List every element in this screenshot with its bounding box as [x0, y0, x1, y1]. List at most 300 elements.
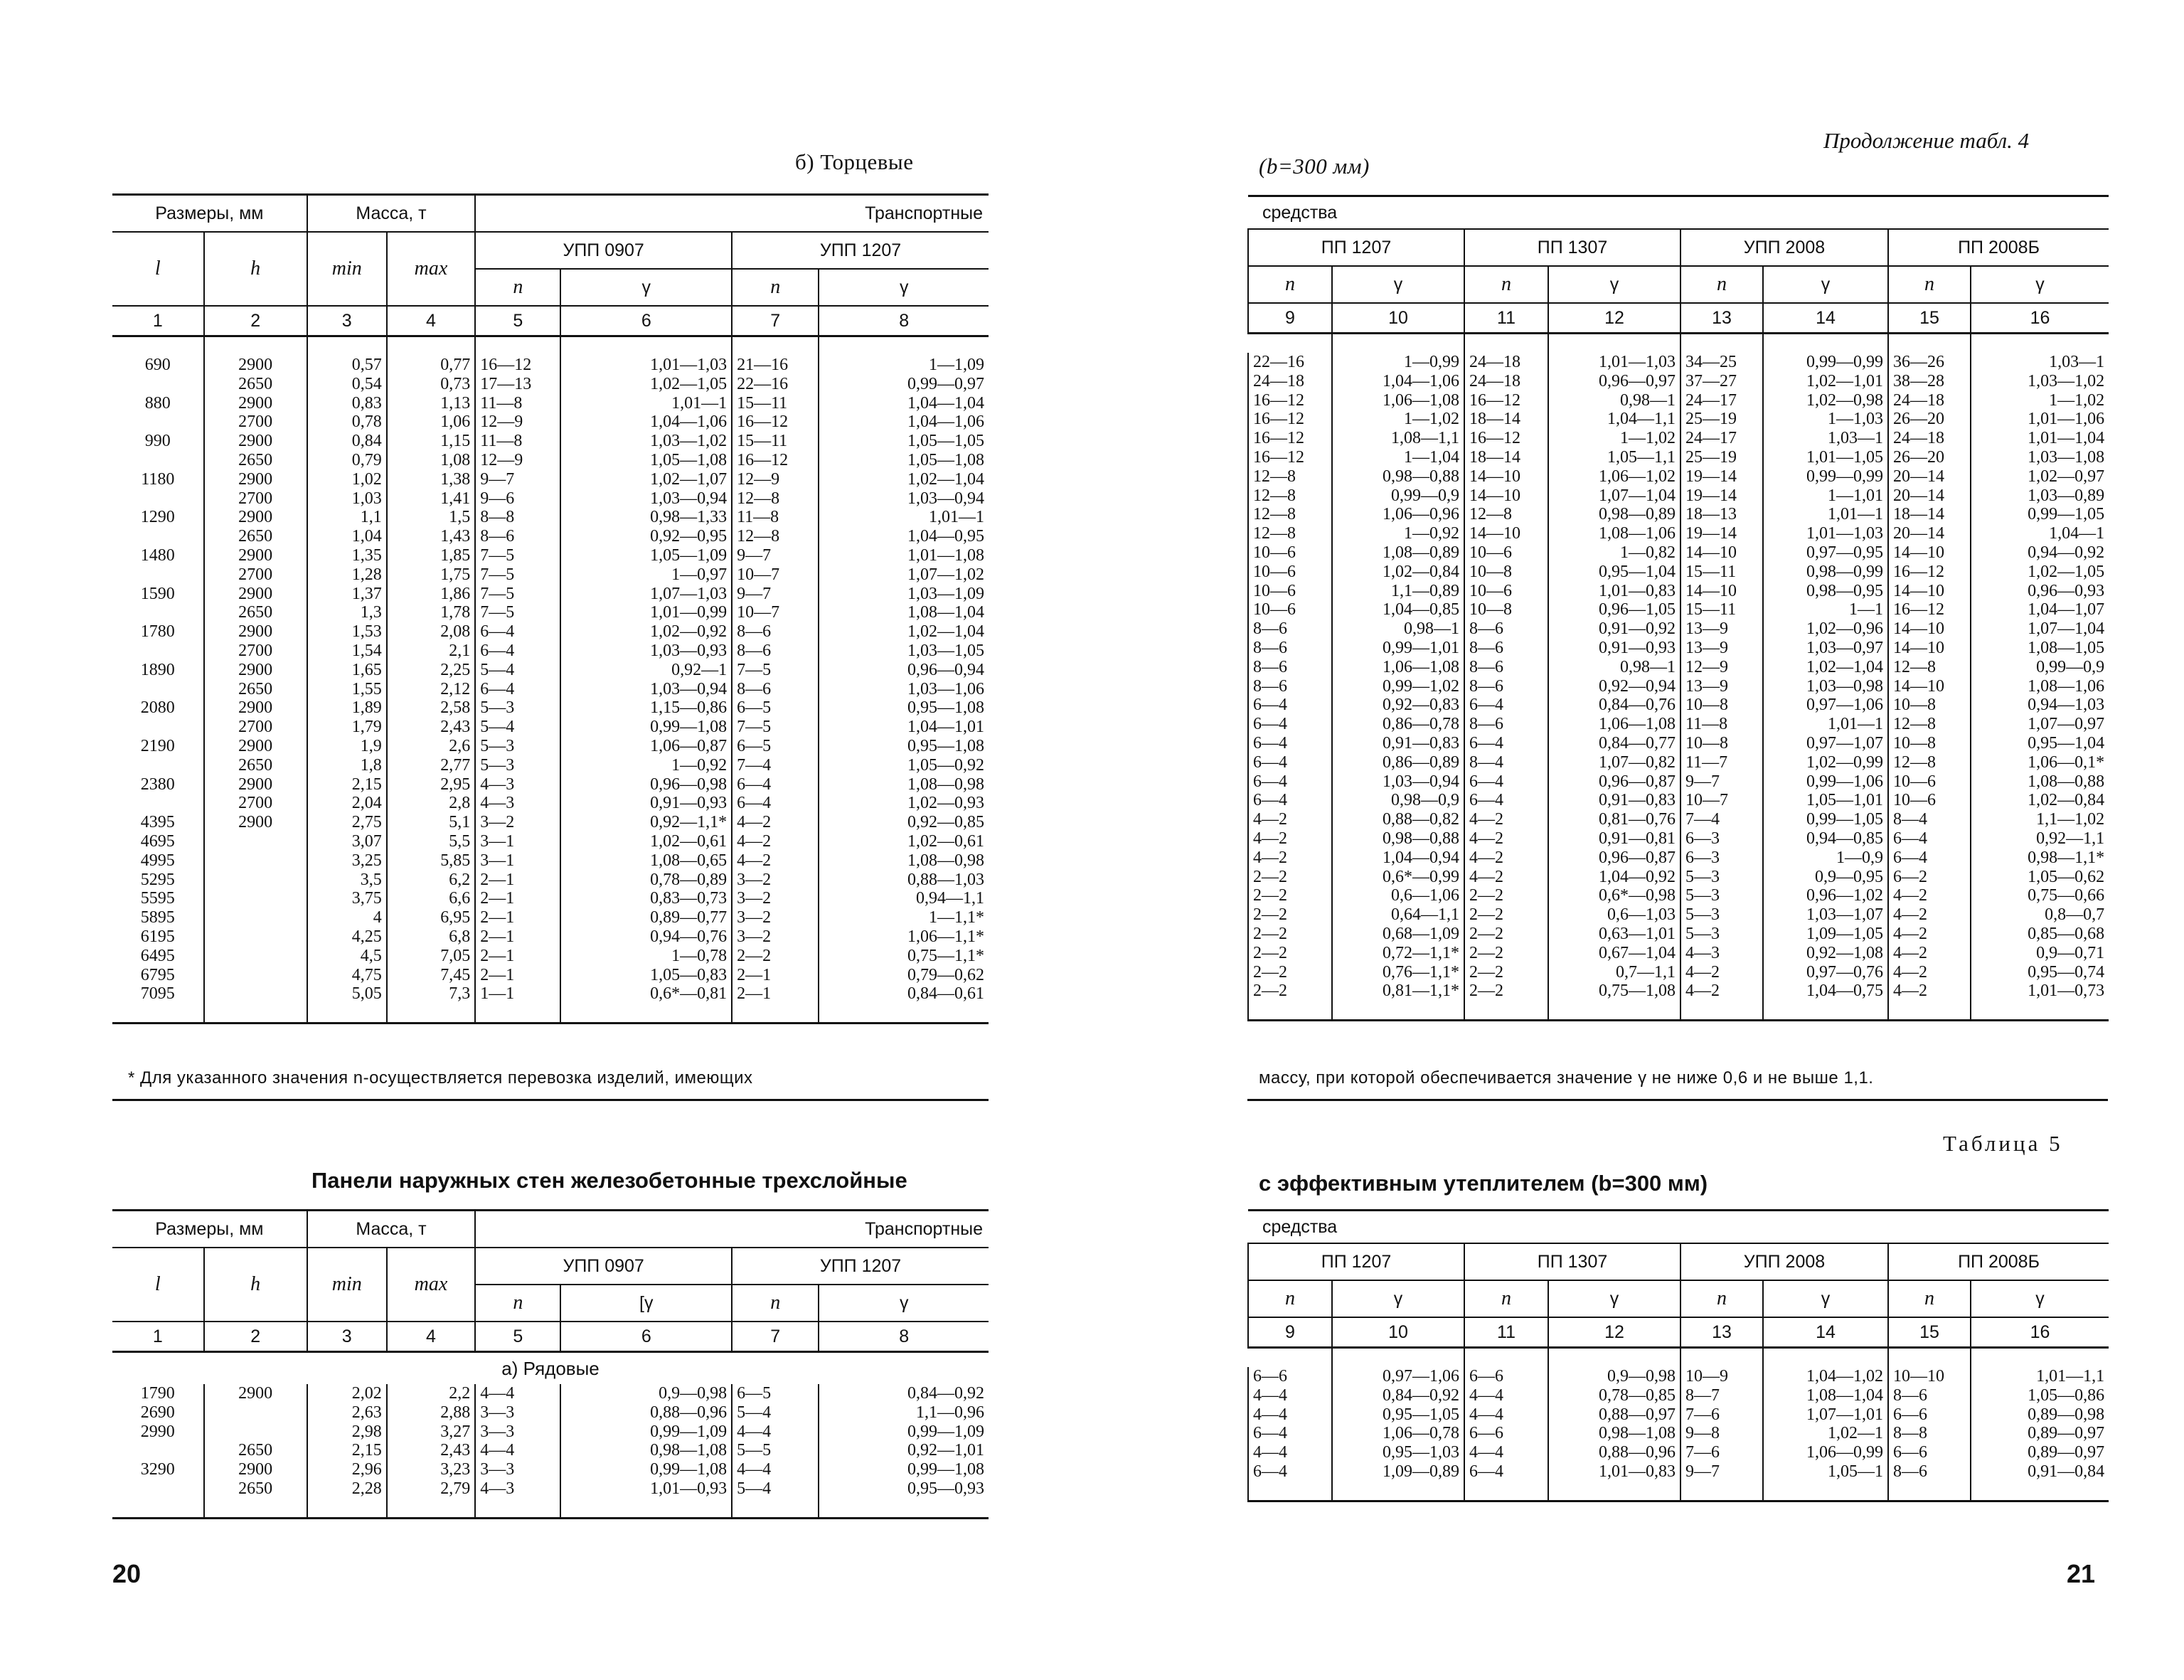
table-cell: 4—4: [475, 1384, 560, 1403]
table-row: [1248, 1424, 2109, 1443]
table-cell: [204, 832, 307, 851]
header-n: n: [1248, 266, 1332, 303]
table-cell: 2900: [204, 813, 307, 832]
table-cell: 13—9: [1680, 677, 1763, 696]
table-cell: 6—4: [1888, 849, 1971, 868]
insulation-panels-table: [1247, 1209, 2109, 1502]
table-cell: 2900: [204, 546, 307, 565]
table-row: [1248, 563, 2109, 582]
table-cell: 3—2: [732, 889, 819, 908]
table-cell: 0,92—0,85: [819, 813, 989, 832]
column-number: 10: [1332, 303, 1464, 334]
table-row: [112, 871, 989, 890]
table-cell: 0,78—0,85: [1548, 1386, 1680, 1405]
table-cell: 2380: [140, 775, 175, 794]
table-cell: 1,43: [387, 527, 475, 546]
page-number: 20: [112, 1559, 142, 1588]
table-cell: 6—4: [475, 622, 560, 642]
table-cell: 18—14: [1464, 448, 1548, 467]
table-cell: 0,6—1,06: [1332, 886, 1464, 905]
table-row: [1248, 677, 2109, 696]
table-cell: [112, 1441, 204, 1460]
table-cell: 3—1: [475, 851, 560, 871]
table-cell: 10—9: [1680, 1367, 1763, 1386]
table-cell: 1—0,97: [560, 565, 732, 585]
table-cell: 3,23: [387, 1460, 475, 1479]
spacer-cell: [1248, 1482, 1332, 1501]
table-cell: 5895: [140, 908, 175, 927]
spacer-cell: [1464, 1001, 1548, 1021]
table-cell: 5—3: [475, 756, 560, 775]
header-pp2008b: ПП 2008Б: [1888, 229, 2109, 266]
table-cell: 1,55: [307, 680, 387, 699]
table-cell: 0,91—0,83: [1548, 791, 1680, 810]
header-l: l: [112, 232, 204, 306]
table-cell: 2,95: [387, 775, 475, 794]
table-cell: 0,84—0,92: [1332, 1386, 1464, 1405]
table-row: [112, 527, 989, 546]
column-number: 4: [387, 306, 475, 336]
table-cell: 0,98—1: [1548, 391, 1680, 410]
table-cell: 20—14: [1888, 524, 1971, 543]
footnote-continued: массу, при которой обеспечивается значение γ не ниже 0,6 и не выше 1,1.: [1259, 1068, 1874, 1088]
table-cell: 13—9: [1680, 639, 1763, 658]
table-cell: 0,6*—0,98: [1548, 886, 1680, 905]
table-cell: 2,04: [307, 794, 387, 813]
table-cell: 2650: [204, 451, 307, 470]
table-cell: 1,28: [307, 565, 387, 585]
table-cell: 3—3: [475, 1403, 560, 1423]
spacer-cell: [1888, 1348, 1971, 1368]
header-min: min: [307, 1248, 387, 1322]
table-cell: 8—6: [732, 642, 819, 661]
table-cell: 26—20: [1888, 448, 1971, 467]
table-row: [1248, 791, 2109, 810]
table-cell: 6—4: [1464, 772, 1548, 792]
header-gamma: γ: [560, 269, 732, 306]
table-cell: 0,99—1,05: [1971, 505, 2109, 524]
table-cell: 3290: [140, 1460, 175, 1479]
header-gamma: γ: [819, 1285, 989, 1322]
table-cell: 6—5: [732, 1384, 819, 1403]
header-pp1207: ПП 1207: [1248, 1243, 1464, 1280]
section-label-end-panels: б) Торцевые: [795, 149, 914, 174]
header-max: max: [387, 1248, 475, 1322]
table-cell: 16—12: [1248, 410, 1332, 429]
table-cell: 0,99—1,09: [819, 1423, 989, 1442]
table-cell: 6—6: [1888, 1405, 1971, 1425]
table-cell: 4—3: [475, 1479, 560, 1499]
table-cell: 0,77: [387, 356, 475, 375]
table-cell: 8—6: [1888, 1386, 1971, 1405]
table-cell: 4—4: [1464, 1443, 1548, 1462]
table-cell: 4—4: [1248, 1405, 1332, 1425]
table-cell: 9—7: [732, 546, 819, 565]
table-cell: 1,05—0,83: [560, 966, 732, 985]
table-cell: 0,99—1,08: [560, 1460, 732, 1479]
table-cell: 2,15: [307, 1441, 387, 1460]
header-gamma: γ: [1548, 1280, 1680, 1317]
table-row: [1248, 925, 2109, 944]
table-cell: 2—2: [1464, 944, 1548, 963]
table-cell: 2—2: [732, 947, 819, 966]
table-cell: 5,5: [387, 832, 475, 851]
header-upp2008: УПП 2008: [1680, 229, 1888, 266]
header-n: n: [475, 1285, 560, 1322]
table-cell: 1,02—1,04: [819, 470, 989, 489]
table-cell: 0,6*—0,99: [1332, 868, 1464, 887]
table-cell: 16—12: [732, 451, 819, 470]
table-cell: 0,99—1,09: [560, 1423, 732, 1442]
header-upp1207: УПП 1207: [732, 1248, 989, 1285]
table-cell: 4—2: [1464, 868, 1548, 887]
table-cell: 2—1: [475, 927, 560, 947]
table-cell: 1,06—1,08: [1548, 715, 1680, 734]
table-cell: 2—1: [475, 966, 560, 985]
table-cell: 2900: [204, 1460, 307, 1479]
header-n: n: [475, 269, 560, 306]
table-row: [112, 470, 989, 489]
page-number: 21: [2067, 1559, 2096, 1588]
table-cell: 8—6: [1248, 639, 1332, 658]
table-cell: 6—4: [1248, 1424, 1332, 1443]
table-row: [1248, 582, 2109, 601]
table-cell: 14—10: [1888, 543, 1971, 563]
table-cell: 14—10: [1888, 677, 1971, 696]
table-cell: 1—1,09: [819, 356, 989, 375]
spacer-cell: [732, 336, 819, 356]
table-cell: 6—4: [1248, 734, 1332, 753]
table-cell: 0,84—0,76: [1548, 696, 1680, 715]
table-cell: 5—3: [475, 698, 560, 718]
table-row: [1248, 505, 2109, 524]
table-cell: 8—6: [1464, 677, 1548, 696]
table-cell: 2—1: [475, 871, 560, 890]
table-cell: 7—5: [475, 585, 560, 604]
table-cell: 8—6: [1248, 677, 1332, 696]
table-cell: 1,75: [387, 565, 475, 585]
table-cell: 26—20: [1888, 410, 1971, 429]
table-cell: 6—6: [1464, 1367, 1548, 1386]
table-cell: 2—2: [1464, 982, 1548, 1001]
table-cell: 1,05—0,86: [1971, 1386, 2109, 1405]
table-cell: 1—1: [1763, 600, 1888, 620]
table-cell: 1,38: [387, 470, 475, 489]
table-row: [1248, 391, 2109, 410]
spacer-cell: [732, 1499, 819, 1519]
table-row: [112, 984, 989, 1004]
table-cell: 1,02: [307, 470, 387, 489]
table-row: [1248, 1405, 2109, 1425]
table-cell: 1,06—1,08: [1332, 658, 1464, 677]
table-cell: 1,02—0,84: [1332, 563, 1464, 582]
table-cell: 2690: [140, 1403, 175, 1422]
table-cell: 2,43: [387, 1441, 475, 1460]
table-cell: 36—26: [1888, 353, 1971, 372]
table-cell: 0,84—0,61: [819, 984, 989, 1004]
table-row: [112, 413, 989, 432]
table-cell: 12—8: [1248, 524, 1332, 543]
table-cell: 1,85: [387, 546, 475, 565]
spacer-cell: [475, 336, 560, 356]
table-cell: 2,02: [307, 1384, 387, 1403]
table-cell: 1,05—1,08: [819, 451, 989, 470]
table-cell: 0,75—0,66: [1971, 886, 2109, 905]
table-row: [1248, 1462, 2109, 1482]
table-cell: 0,86—0,78: [1332, 715, 1464, 734]
table-cell: 1—0,92: [1332, 524, 1464, 543]
header-sizes: Размеры, мм: [112, 195, 307, 233]
table-cell: 6—4: [732, 794, 819, 813]
table-cell: 0,78—0,89: [560, 871, 732, 890]
spacer-cell: [307, 1004, 387, 1024]
table-row: [1248, 487, 2109, 506]
table-cell: 18—14: [1464, 410, 1548, 429]
table-cell: 1,06—1,08: [1332, 391, 1464, 410]
table-cell: 5—5: [732, 1441, 819, 1460]
table-cell: 1,01—1,04: [1971, 429, 2109, 448]
header-pp1207: ПП 1207: [1248, 229, 1464, 266]
table-cell: 0,84—0,92: [819, 1384, 989, 1403]
header-pp2008b: ПП 2008Б: [1888, 1243, 2109, 1280]
table-cell: 1—0,9: [1763, 849, 1888, 868]
table-cell: 8—6: [732, 680, 819, 699]
table-cell: 7—6: [1680, 1443, 1763, 1462]
header-gamma: γ: [819, 269, 989, 306]
table-cell: 1,09—0,89: [1332, 1462, 1464, 1482]
spacer-cell: [112, 1499, 204, 1519]
table-row: [1248, 410, 2109, 429]
table-cell: 0,98—1: [1332, 620, 1464, 639]
table-cell: 1,08: [387, 451, 475, 470]
table-cell: 1,5: [387, 508, 475, 527]
table-cell: 11—7: [1680, 753, 1763, 772]
table-cell: 2,28: [307, 1479, 387, 1499]
column-number: 6: [560, 306, 732, 336]
table-row: [112, 508, 989, 527]
table-cell: 0,89—0,97: [1971, 1443, 2109, 1462]
table-cell: 6—4: [1464, 696, 1548, 715]
table-cell: 0,92—0,83: [1332, 696, 1464, 715]
spacer-cell: [1332, 1482, 1464, 1501]
table-cell: 1—0,82: [1548, 543, 1680, 563]
table-cell: 3,5: [307, 871, 387, 890]
table-cell: 10—8: [1464, 563, 1548, 582]
spacer-cell: [204, 1499, 307, 1519]
table-cell: 0,92—1: [560, 661, 732, 680]
table-cell: 10—8: [1464, 600, 1548, 620]
table-cell: 0,6*—0,81: [560, 984, 732, 1004]
end-panels-table: [112, 193, 989, 1024]
table-cell: 0,97—0,95: [1763, 543, 1888, 563]
table-cell: 2—1: [475, 947, 560, 966]
table-cell: 0,75—1,08: [1548, 982, 1680, 1001]
table-cell: 0,92—1,1*: [560, 813, 732, 832]
table-cell: 0,99—0,97: [819, 375, 989, 394]
table-cell: 1,08—1,04: [819, 603, 989, 622]
table-cell: 1,54: [307, 642, 387, 661]
table-cell: 10—7: [732, 565, 819, 585]
table-row: [1248, 829, 2109, 849]
table-cell: 9—8: [1680, 1424, 1763, 1443]
table-cell: 3—2: [732, 871, 819, 890]
table-row: [112, 966, 989, 985]
table-cell: 1,04: [307, 527, 387, 546]
column-number: 1: [112, 306, 204, 336]
column-number: 4: [387, 1322, 475, 1352]
table-row: [1248, 524, 2109, 543]
table-row: [1248, 353, 2109, 372]
table-cell: 1,03—1,06: [819, 680, 989, 699]
table-cell: 6—3: [1680, 829, 1763, 849]
table-cell: 2900: [204, 432, 307, 451]
table-cell: 0,83—0,73: [560, 889, 732, 908]
table-cell: 7,3: [387, 984, 475, 1004]
spacer-cell: [1680, 1482, 1763, 1501]
table-cell: 1,04—0,94: [1332, 849, 1464, 868]
column-number: 7: [732, 1322, 819, 1352]
table-cell: 2—2: [1248, 905, 1332, 925]
header-h: h: [204, 1248, 307, 1322]
table-cell: 1,02—1,07: [560, 470, 732, 489]
table-cell: 0,91—0,93: [1548, 639, 1680, 658]
table-cell: 0,95—1,03: [1332, 1443, 1464, 1462]
table-cell: 1,35: [307, 546, 387, 565]
table-cell: 1,37: [307, 585, 387, 604]
table-cell: 16—12: [732, 413, 819, 432]
table-cell: 1—1,02: [1971, 391, 2109, 410]
table-cell: 2,25: [387, 661, 475, 680]
column-number: 7: [732, 306, 819, 336]
table-cell: 1,02—0,99: [1763, 753, 1888, 772]
table-cell: 0,94—0,92: [1971, 543, 2109, 563]
table-cell: 1—1,01: [1763, 487, 1888, 506]
table-cell: 7—4: [732, 756, 819, 775]
table-cell: 16—12: [1464, 391, 1548, 410]
table-cell: 0,81—0,76: [1548, 810, 1680, 829]
table-cell: 1,02—1,04: [1763, 658, 1888, 677]
table-cell: 2650: [204, 680, 307, 699]
table-cell: 15—11: [732, 432, 819, 451]
table-cell: [112, 565, 204, 585]
table-cell: 1,79: [307, 718, 387, 737]
table-cell: 12—9: [1680, 658, 1763, 677]
table-cell: 0,8—0,7: [1971, 905, 2109, 925]
table-cell: 2—1: [475, 908, 560, 927]
column-number: 2: [204, 306, 307, 336]
table-cell: 2—2: [1464, 886, 1548, 905]
table-row: [112, 603, 989, 622]
table-cell: 5,05: [307, 984, 387, 1004]
table-row: [1248, 1367, 2109, 1386]
spacer-cell: [1763, 1482, 1888, 1501]
table-cell: 0,99—0,9: [1332, 487, 1464, 506]
table-cell: 4—3: [475, 794, 560, 813]
table-cell: 1,03—1: [1763, 429, 1888, 448]
table-cell: 12—9: [732, 470, 819, 489]
table-cell: 16—12: [1248, 429, 1332, 448]
header-means: средства: [1248, 1211, 2109, 1244]
table-cell: 1,02—1,05: [1971, 563, 2109, 582]
table-cell: 0,97—1,06: [1763, 696, 1888, 715]
table-row: [112, 1403, 989, 1423]
table-cell: 5—4: [475, 718, 560, 737]
table-row: [112, 394, 989, 413]
table-cell: 8—4: [1464, 753, 1548, 772]
header-n: n: [1464, 266, 1548, 303]
table-cell: 0,6—1,03: [1548, 905, 1680, 925]
spacer-cell: [1248, 1348, 1332, 1368]
table-cell: 6—4: [1248, 715, 1332, 734]
header-n: n: [1888, 1280, 1971, 1317]
table-cell: 3,07: [307, 832, 387, 851]
table-row: [112, 585, 989, 604]
table-cell: [112, 1479, 204, 1499]
table-cell: 4—2: [732, 832, 819, 851]
table-cell: 2,1: [387, 642, 475, 661]
header-n: n: [1888, 266, 1971, 303]
table-cell: 12—8: [1248, 505, 1332, 524]
table-cell: 0,98—1,08: [1548, 1424, 1680, 1443]
table-cell: 2650: [204, 603, 307, 622]
table-cell: 1,08—1,1: [1332, 429, 1464, 448]
table-cell: 6—4: [1888, 829, 1971, 849]
table-cell: 1,13: [387, 394, 475, 413]
column-number: 5: [475, 1322, 560, 1352]
column-number: 14: [1763, 303, 1888, 334]
table-row: [112, 927, 989, 947]
table-cell: 5—3: [1680, 905, 1763, 925]
table-cell: 5,85: [387, 851, 475, 871]
table-row: [112, 1460, 989, 1479]
table-cell: 1,03—1,08: [1971, 448, 2109, 467]
table-row: [1248, 448, 2109, 467]
table-cell: 1,06—0,78: [1332, 1424, 1464, 1443]
table-cell: 38—28: [1888, 372, 1971, 391]
table-label: Таблица 5: [1943, 1131, 2063, 1156]
table-cell: [112, 527, 204, 546]
table-cell: 1,02—0,93: [819, 794, 989, 813]
table-cell: 4,25: [307, 927, 387, 947]
table-cell: 1180: [141, 469, 175, 489]
table-cell: 0,99—1,02: [1332, 677, 1464, 696]
table-cell: 0,75—1,1*: [819, 947, 989, 966]
table-cell: 6—4: [732, 775, 819, 794]
table-cell: 1,04—1,1: [1548, 410, 1680, 429]
table-cell: 2900: [204, 661, 307, 680]
column-number: 3: [307, 1322, 387, 1352]
table-cell: 0,89—0,98: [1971, 1405, 2109, 1425]
table-cell: 0,96—0,98: [560, 775, 732, 794]
table-row: [1248, 715, 2109, 734]
spacer-cell: [560, 336, 732, 356]
table-cell: 1,15: [387, 432, 475, 451]
table-cell: 0,72—1,1*: [1332, 944, 1464, 963]
table-row: [1248, 944, 2109, 963]
column-number: 15: [1888, 1317, 1971, 1348]
table-cell: 0,81—1,1*: [1332, 982, 1464, 1001]
spacer-cell: [475, 1499, 560, 1519]
table-cell: 1—0,78: [560, 947, 732, 966]
table-cell: 1,03—1,02: [1971, 372, 2109, 391]
header-transport: Транспортные: [475, 195, 989, 233]
table-cell: 1,01—1,03: [1548, 353, 1680, 372]
table-cell: 6—4: [1248, 791, 1332, 810]
table-cell: [112, 680, 204, 699]
table-cell: 2,15: [307, 775, 387, 794]
table-cell: 0,89—0,97: [1971, 1424, 2109, 1443]
table-cell: 1,05—1: [1763, 1462, 1888, 1482]
